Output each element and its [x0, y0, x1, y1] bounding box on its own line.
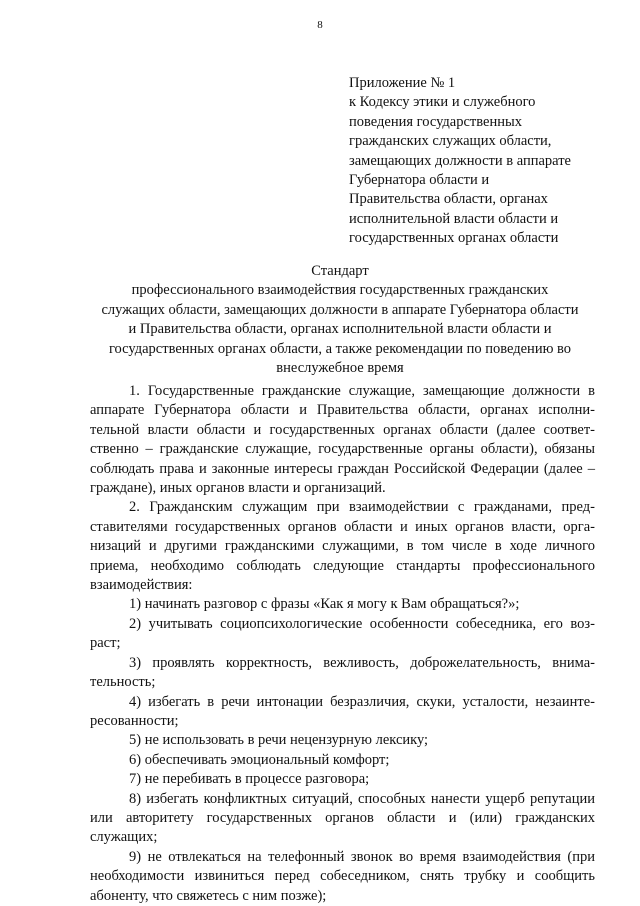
- page-number: 8: [317, 19, 323, 31]
- title-line: внеслужебное время: [276, 360, 404, 377]
- title-line: профессионального взаимодействия государственных гражданских: [131, 282, 549, 299]
- appendix-line: гражданских служащих области,: [349, 133, 552, 150]
- title-line: и Правительства области, органах исполнительной власти области и: [128, 321, 552, 338]
- title-line: служащих области, замещающих должности в аппарате Губернатора области: [101, 301, 579, 318]
- appendix-line: к Кодексу этики и служебного: [349, 94, 536, 111]
- list-item-8: 8) избегать конфликтных ситуаций, способных нанести ущерб репутации или авторитету государственных органов области и (или) гражданских служащих;: [90, 790, 595, 846]
- appendix-header: [349, 74, 599, 249]
- appendix-line: Приложение № 1: [349, 75, 456, 91]
- appendix-line: Губернатора области и: [349, 172, 490, 189]
- list-item-9: 9) не отвлекаться на телефонный звонок во время взаимодействия (при необходимости извиниться перед собеседником, снять трубку и сообщить абоненту, что свяжетесь с ним позже);: [90, 848, 595, 904]
- appendix-line: государственных органах области: [349, 230, 559, 247]
- appendix-line: исполнительной власти области и: [349, 210, 559, 227]
- list-item-3: 3) проявлять корректность, вежливость, доброжелательность, внимательность;: [90, 654, 595, 691]
- title-line: государственных органах области, а также рекомендации по поведению во: [108, 340, 572, 357]
- list-item-1: 1) начинать разговор с фразы «Как я могу к Вам обращаться?»;: [129, 596, 520, 613]
- list-item-6: 6) обеспечивать эмоциональный комфорт;: [129, 751, 390, 768]
- appendix-line: поведения государственных: [349, 113, 522, 130]
- document-title: [90, 262, 590, 378]
- document-body: [90, 382, 595, 906]
- list-item-4: 4) избегать в речи интонации безразличия, скуки, усталости, незаинтересованности;: [90, 693, 595, 729]
- title-line: Стандарт: [311, 263, 369, 279]
- paragraph-2: 2. Гражданским служащим при взаимодействии с гражданами, представителями государственных органов области и иных органов власти, организаций и другими гражданскими служащими, в том числе в ходе личного приема, необходимо соблюдать следующие стандарты профессионального взаимодействия:: [90, 499, 595, 594]
- list-item-2: 2) учитывать социопсихологические особенности собеседника, его возраст;: [90, 615, 595, 652]
- appendix-line: замещающих должности в аппарате: [349, 152, 571, 169]
- appendix-line: Правительства области, органах: [349, 191, 548, 208]
- list-item-7: 7) не перебивать в процессе разговора;: [129, 771, 370, 788]
- paragraph-1: 1. Государственные гражданские служащие, замещающие должности в аппарате Губернатора области и Правительства области, органах исполнительной власти области и государственных органах области (далее соответственно – гражданские служащие, государственные органы области), обязаны соблюдать права и законные интересы граждан Российской Федерации (далее – граждане), иных органов власти и организаций.: [90, 383, 595, 497]
- list-item-5: 5) не использовать в речи нецензурную лексику;: [129, 732, 429, 749]
